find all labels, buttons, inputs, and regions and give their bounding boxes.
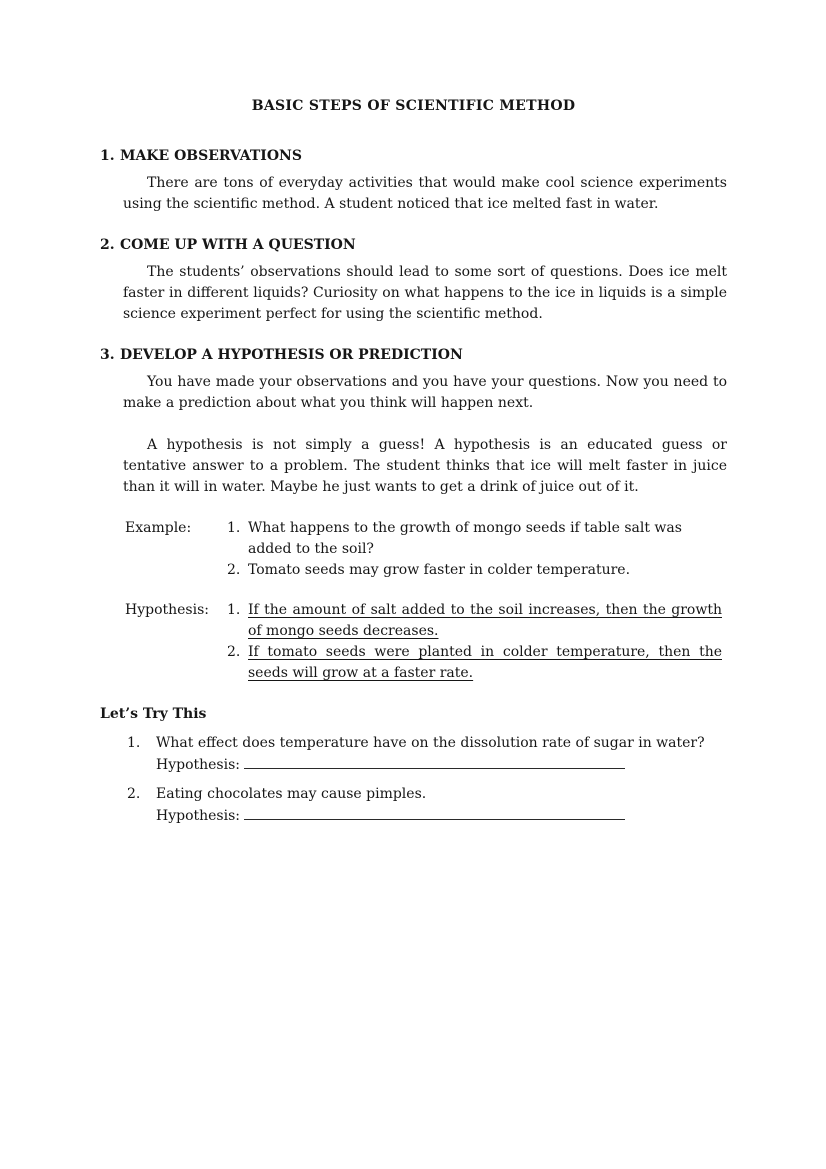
section-number: 2.	[100, 237, 115, 253]
paragraph: A hypothesis is not simply a guess! A hypothesis is an educated guess or tentative answer to a problem. The student thinks that ice will melt faster in juice than it will in water. Maybe he just wants to get a drink of juice out of it.	[123, 437, 727, 495]
list-number: 1.	[227, 602, 241, 618]
paragraph: The students’ observations should lead to some sort of questions. Does ice melt faster in different liquids? Curiosity on what happens to the ice in liquids is a simple science experiment perfect for using the scientific method.	[123, 264, 727, 322]
section-number: 1.	[100, 148, 115, 164]
example-label: Example:	[125, 520, 192, 536]
hypothesis-item-text: If the amount of salt added to the soil increases, then the growth of mongo seeds decreases.	[248, 602, 722, 639]
try-item-body	[156, 784, 708, 827]
example-label-spacer	[125, 560, 227, 581]
section-heading-text: COME UP WITH A QUESTION	[120, 237, 356, 253]
answer-label: Hypothesis:	[156, 757, 240, 773]
section-come-up-with-question	[100, 235, 727, 325]
list-item-text: What happens to the growth of mongo seeds if table salt was added to the soil?	[248, 520, 682, 557]
document-title: BASIC STEPS OF SCIENTIFIC METHOD	[251, 98, 576, 114]
answer-label: Hypothesis:	[156, 808, 240, 824]
list-number: 2.	[227, 562, 241, 578]
answer-blank-field[interactable]	[244, 805, 625, 820]
list-number: 2.	[227, 644, 241, 660]
try-item-text: Eating chocolates may cause pimples.	[156, 786, 427, 802]
answer-line	[156, 808, 625, 824]
list-number: 1.	[227, 520, 241, 536]
section-make-observations	[100, 146, 727, 215]
try-item-body	[156, 733, 708, 776]
try-item-1	[127, 733, 727, 776]
list-number: 1.	[127, 735, 141, 751]
section-heading	[100, 345, 727, 366]
paragraph: You have made your observations and you have your questions. Now you need to make a prediction about what you think will happen next.	[123, 374, 727, 411]
lets-try-heading: Let’s Try This	[100, 706, 207, 722]
section-heading-text: MAKE OBSERVATIONS	[120, 148, 302, 164]
hypothesis-label: Hypothesis:	[125, 602, 209, 618]
answer-blank-field[interactable]	[244, 754, 625, 769]
paragraph: There are tons of everyday activities that would make cool science experiments using the scientific method. A student noticed that ice melted fast in water.	[123, 175, 727, 212]
example-block	[125, 518, 727, 581]
section-number: 3.	[100, 347, 115, 363]
hypothesis-block	[125, 600, 727, 684]
try-item-text: What effect does temperature have on the dissolution rate of sugar in water?	[156, 735, 705, 751]
list-item-text: Tomato seeds may grow faster in colder temperature.	[248, 562, 631, 578]
hypothesis-label-spacer	[125, 642, 227, 684]
section-develop-hypothesis	[100, 345, 727, 498]
list-number: 2.	[127, 786, 141, 802]
try-item-2	[127, 784, 727, 827]
section-heading	[100, 146, 727, 167]
section-heading	[100, 235, 727, 256]
answer-line	[156, 757, 625, 773]
hypothesis-item-text: If tomato seeds were planted in colder temperature, then the seeds will grow at a faster rate.	[248, 644, 722, 681]
section-heading-text: DEVELOP A HYPOTHESIS OR PREDICTION	[120, 347, 463, 363]
